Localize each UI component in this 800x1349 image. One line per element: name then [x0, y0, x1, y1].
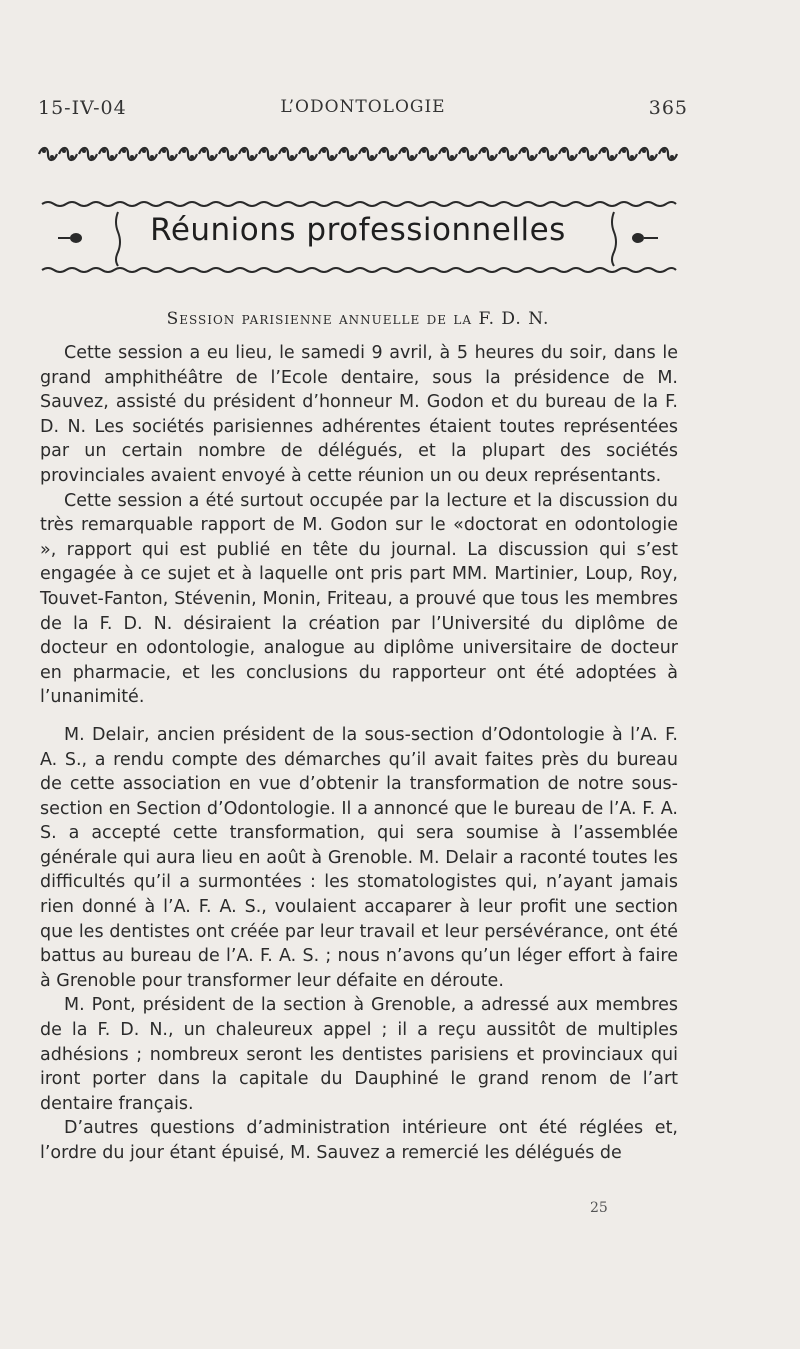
- title-band: [38, 198, 678, 276]
- article-title: Réunions professionnelles: [150, 212, 566, 248]
- ornament-bar: [38, 143, 678, 165]
- paragraph: Cette session a eu lieu, le samedi 9 avril, à 5 heures du soir, dans le grand amphithéâtre de l’Ecole dentaire, sous la présidence de M. Sauvez, assisté du président d’honneur M. Godon et du bureau de la F. D. N. Les sociétés parisiennes adhérentes étaient toutes représentées par un certain nombre de délégués, et la plupart des sociétés provinciales avaient envoyé à cette réunion un ou deux représentants.: [40, 343, 678, 486]
- running-head: [38, 97, 688, 127]
- page-number: 365: [648, 97, 688, 119]
- signature-mark: 25: [590, 1200, 608, 1216]
- journal-title: L’ODONTOLOGIE: [280, 97, 446, 117]
- issue-date: 15-IV-04: [38, 97, 127, 119]
- article-body: [40, 341, 678, 1166]
- paragraph: M. Delair, ancien président de la sous-section d’Odontologie à l’A. F. A. S., a rendu compte des démarches qu’il avait faites près du bureau de cette association en vue d’obtenir la transformation de notre sous-section en Section d’Odontologie. Il a annoncé que le bureau de l’A. F. A. S. a accepté cette transformation, qui sera soumise à l’assemblée générale qui aura lieu en août à Grenoble. M. Delair a raconté toutes les difficultés qu’il a surmontées : les stomatologistes qui, n’ayant jamais rien donné à l’A. F. A. S., voulaient accaparer à leur profit une section que les dentistes ont créée par leur travail et leur persévérance, ont été battus au bureau de l’A. F. A. S. ; nous n’avons qu’un léger effort à faire à Grenoble pour transformer leur défaite en déroute.: [40, 724, 678, 991]
- section-heading: Session parisienne annuelle de la F. D. N.: [166, 309, 550, 329]
- paragraph: M. Pont, président de la section à Grenoble, a adressé aux membres de la F. D. N., un chaleureux appel ; il a reçu aussitôt de multiples adhésions ; nombreux seront les dentistes parisiens et provinciaux qui iront porter dans la capitale du Dauphiné le grand renom de l’art dentaire français.: [40, 995, 678, 1114]
- paragraph: Cette session a été surtout occupée par la lecture et la discussion du très remarquable rapport de M. Godon sur le «doctorat en odontologie », rapport qui est publié en tête du journal. La discussion qui s’est engagée à ce sujet et à laquelle ont pris part MM. Martinier, Loup, Roy, Touvet-Fanton, Stévenin, Monin, Friteau, a prouvé que tous les membres de la F. D. N. désiraient la création par l’Université du diplôme de docteur en odontologie, analogue au diplôme universitaire de docteur en pharmacie, et les conclusions du rapporteur ont été adoptées à l’unanimité.: [40, 490, 678, 708]
- paragraph: D’autres questions d’administration intérieure ont été réglées et, l’ordre du jour étant épuisé, M. Sauvez a remercié les délégués de: [40, 1118, 678, 1163]
